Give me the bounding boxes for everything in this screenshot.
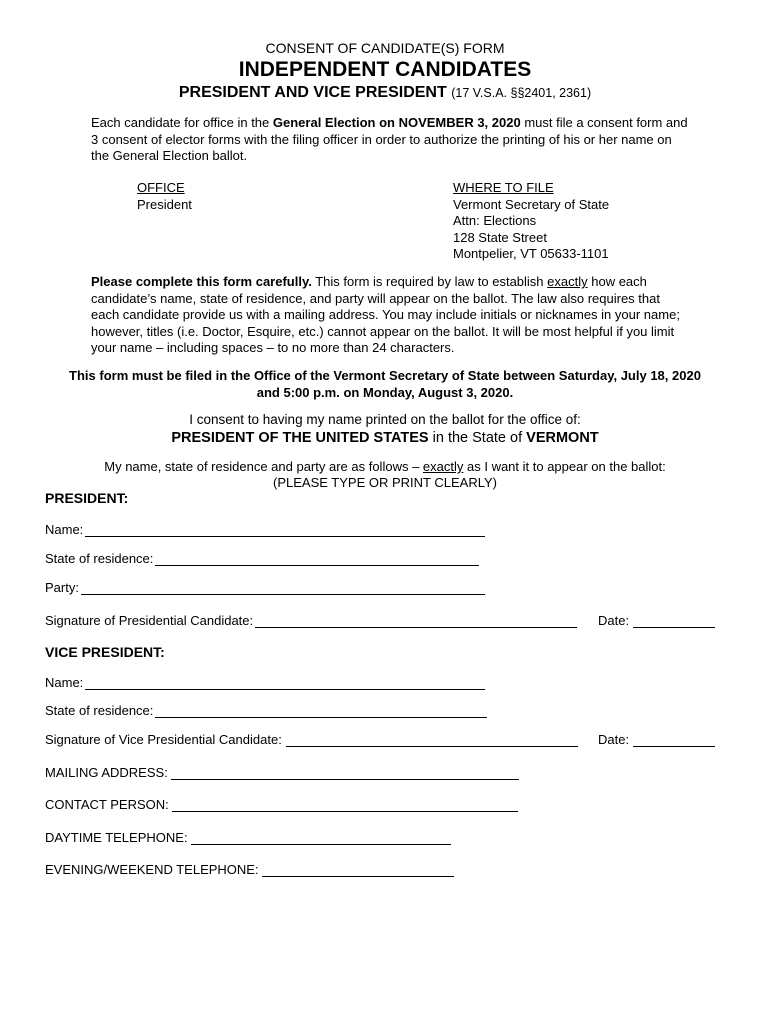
president-signature-field[interactable] — [255, 614, 577, 628]
consent-instructions — [0, 459, 770, 491]
vp-name-label: Name: — [45, 675, 84, 690]
evening-telephone-row — [45, 859, 454, 877]
daytime-telephone-row — [45, 827, 451, 845]
vp-state-label: State of residence: — [45, 703, 154, 718]
president-heading: PRESIDENT: — [45, 490, 129, 506]
vp-state-row — [45, 700, 487, 718]
evening-telephone-field[interactable] — [262, 863, 454, 877]
evening-telephone-label: EVENING/WEEKEND TELEPHONE: — [45, 862, 259, 877]
consent-statement: I consent to having my name printed on the ballot for the office of: — [189, 412, 581, 427]
form-title: CONSENT OF CANDIDATE(S) FORM — [265, 40, 505, 56]
contact-person-field[interactable] — [172, 798, 518, 812]
vp-name-field[interactable] — [85, 676, 485, 690]
consent-instruction-text-2: as I want it to appear on the ballot: — [463, 459, 666, 474]
president-date-field[interactable] — [633, 614, 715, 628]
print-clearly-note: (PLEASE TYPE OR PRINT CLEARLY) — [273, 475, 497, 490]
consent-instruction-line — [0, 459, 770, 475]
consent-office-name: PRESIDENT OF THE UNITED STATES — [171, 430, 429, 446]
office-heading: OFFICE — [137, 180, 185, 195]
president-state-field[interactable] — [155, 552, 479, 566]
instructions-bold: Please complete this form carefully. — [91, 274, 312, 289]
vp-state-field[interactable] — [155, 704, 487, 718]
vp-date-field[interactable] — [633, 733, 715, 747]
filing-notice-line-2: and 5:00 p.m. on Monday, August 3, 2020. — [256, 384, 514, 400]
address-line: Vermont Secretary of State — [453, 196, 610, 212]
vp-signature-row — [45, 729, 578, 747]
daytime-telephone-field[interactable] — [191, 831, 451, 845]
consent-office-mid: in the State of — [428, 430, 527, 446]
where-to-file-block — [453, 180, 609, 263]
vp-signature-field[interactable] — [286, 733, 578, 747]
mailing-address-label: MAILING ADDRESS: — [45, 765, 168, 780]
consent-office — [0, 430, 770, 446]
office-block — [137, 180, 192, 213]
president-date-label: Date: — [598, 613, 630, 628]
vp-date-row — [598, 729, 715, 747]
vp-name-row — [45, 672, 485, 690]
consent-instruction-text-1: My name, state of residence and party are as follows – — [104, 459, 423, 474]
mailing-address-row — [45, 762, 519, 780]
president-date-row — [598, 610, 715, 628]
instructions-exactly: exactly — [547, 274, 588, 289]
instructions-paragraph — [91, 274, 691, 357]
president-name-row — [45, 519, 485, 537]
subtitle — [0, 84, 770, 102]
instructions-text-1: This form is required by law to establish — [311, 274, 548, 289]
where-to-file-heading: WHERE TO FILE — [453, 180, 554, 195]
address-line: Attn: Elections — [453, 213, 537, 228]
contact-person-row — [45, 794, 518, 812]
president-name-field[interactable] — [85, 523, 485, 537]
address-line: 128 State Street — [453, 229, 547, 245]
intro-text-2: must file a consent form and 3 consent of elector forms with the filing officer in order to authorize the printing of his or her name on the General Election ballot. — [91, 115, 688, 163]
main-title: INDEPENDENT CANDIDATES — [238, 58, 532, 81]
address-line: Montpelier, VT 05633-1101 — [453, 246, 609, 261]
subtitle-text: PRESIDENT AND VICE PRESIDENT — [178, 84, 447, 101]
president-state-label: State of residence: — [45, 551, 154, 566]
president-name-label: Name: — [45, 522, 84, 537]
consent-instruction-exactly: exactly — [422, 459, 464, 474]
filing-notice — [40, 368, 730, 401]
instructions-text-2: how each candidate’s name, state of residence, and party will appear on the ballot. The law also requires that each candidate provide us with a mailing address. You may include initials or nicknames in your name; however, titles (i.e. Doctor, Esquire, etc.) cannot appear on the ballot. It will be most helpful if you limit your name – including spaces – to no more than 24 characters. — [91, 274, 680, 355]
vp-date-label: Date: — [598, 732, 630, 747]
intro-paragraph — [91, 115, 691, 165]
statute-citation: (17 V.S.A. §§2401, 2361) — [451, 86, 592, 100]
intro-election-date: General Election on NOVEMBER 3, 2020 — [272, 115, 521, 130]
president-state-row — [45, 548, 479, 566]
contact-person-label: CONTACT PERSON: — [45, 797, 169, 812]
mailing-address-field[interactable] — [171, 766, 519, 780]
intro-text-1: Each candidate for office in the — [91, 115, 273, 130]
vp-signature-label: Signature of Vice Presidential Candidate: — [45, 732, 282, 747]
daytime-telephone-label: DAYTIME TELEPHONE: — [45, 830, 188, 845]
president-party-label: Party: — [45, 580, 79, 595]
president-party-field[interactable] — [81, 581, 485, 595]
president-signature-row — [45, 610, 577, 628]
president-party-row — [45, 577, 485, 595]
office-value: President — [137, 196, 192, 212]
consent-state-name: VERMONT — [526, 430, 599, 446]
president-signature-label: Signature of Presidential Candidate: — [45, 613, 254, 628]
vice-president-heading: VICE PRESIDENT: — [45, 644, 165, 660]
filing-notice-line-1: This form must be filed in the Office of the Vermont Secretary of State between Saturday, July 18, 2020 — [69, 368, 701, 383]
